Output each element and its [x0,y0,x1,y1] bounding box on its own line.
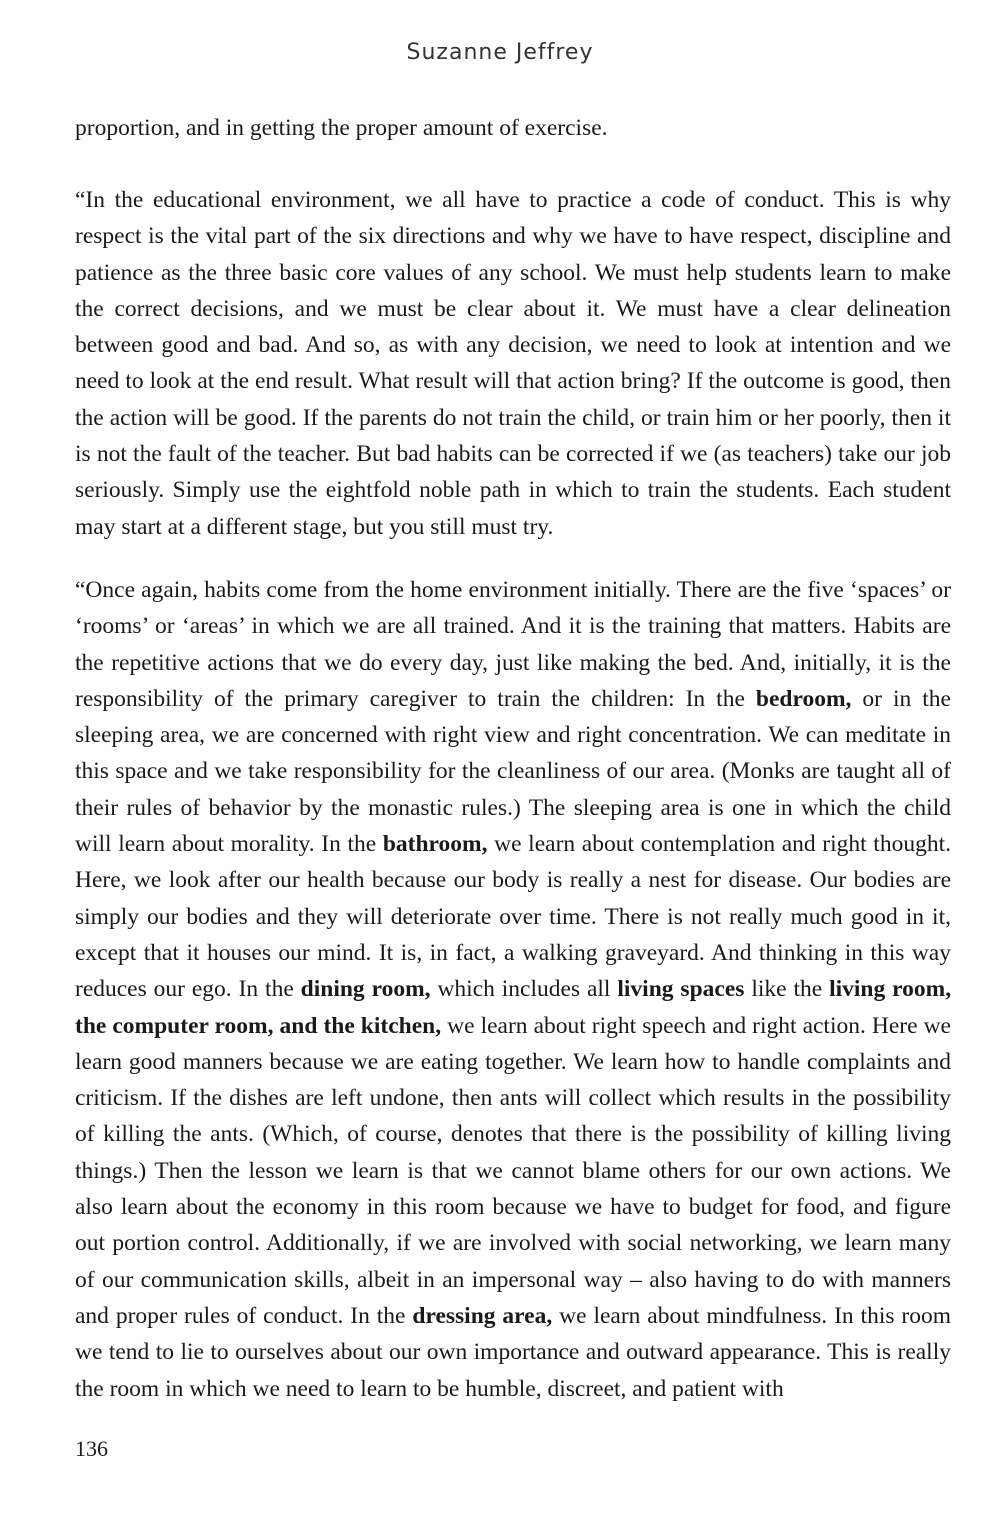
bold-term-living-spaces: living spaces [617,976,745,1003]
running-head: Suzanne Jeffrey [406,40,594,65]
text-run: we learn about right speech and right action. Here we learn good manners because we are eating together. We learn how to handle complaints and criticism. If the dishes are left undone, then ants will collect which results in the possibility of killing the ants. (Which, of course, denotes that there is the possibility of killing living things.) Then the lesson we learn is that we cannot blame others for our own actions. We also learn about the economy in this room because we have to budget for food, and figure out portion control. Additionally, if we are involved with social networking, we learn many of our communication skills, albeit in an impersonal way – also having to do with manners and proper rules of conduct. In the [75,1012,951,1329]
paragraph-3 [75,572,951,1407]
bold-term-dining-room: dining room, [300,976,431,1003]
text-run: or in the sleeping area, we are concerned with right view and right concentration. We can meditate in this space and we take responsibility for the cleanliness of our area. (Monks are taught all of their rules of behavior by the monastic rules.) The sleeping area is one in which the child will learn about morality. In the [75,685,951,858]
paragraph-1: proportion, and in getting the proper amount of exercise. [75,115,608,141]
text-run: which includes all [437,976,611,1003]
text-run: we learn about contemplation and right thought. Here, we look after our health because our body is really a nest for disease. Our bodies are simply our bodies and they will deteriorate over time. There is not really much good in it, except that it houses our mind. It is, in fact, a walking graveyard. And thinking in this way reduces our ego. In the [75,831,951,1003]
bold-term-dressing-area: dressing area, [412,1302,553,1329]
page-number: 136 [75,1436,108,1461]
paragraph-2: “In the educational environment, we all have to practice a code of conduct. This is why respect is the vital part of the six directions and why we have to have respect, discipline and patience as the three basic core values of any school. We must help students learn to make the correct decisions, and we must be clear about it. We must have a clear delineation between good and bad. And so, as with any decision, we need to look at intention and we need to look at the end result. What result will that action bring? If the outcome is good, then the action will be good. If the parents do not train the child, or train him or her poorly, then it is not the fault of the teacher. But bad habits can be corrected if we (as teachers) take our job seriously. Simply use the eightfold noble path in which to train the students. Each student may start at a different stage, but you still must try. [75,187,951,540]
text-run: we learn about mindfulness. In this room we tend to lie to ourselves about our own importance and outward appearance. This is really the room in which we need to learn to be humble, discreet, and patient with [75,1302,951,1402]
bold-term-bathroom: bathroom, [382,831,488,858]
text-run: “Once again, habits come from the home environment initially. There are the five ‘spaces’ or ‘rooms’ or ‘areas’ in which we are all trained. And it is the training that matters. Habits are the repetitive actions that we do every day, just like making the bed. And, initially, it is the responsibility of the primary caregiver to train the children: In the [75,577,951,712]
text-run: like the [751,976,823,1003]
bold-term-rooms: living room, the computer room, and the kitchen, [75,976,952,1039]
bold-term-bedroom: bedroom, [755,685,852,712]
